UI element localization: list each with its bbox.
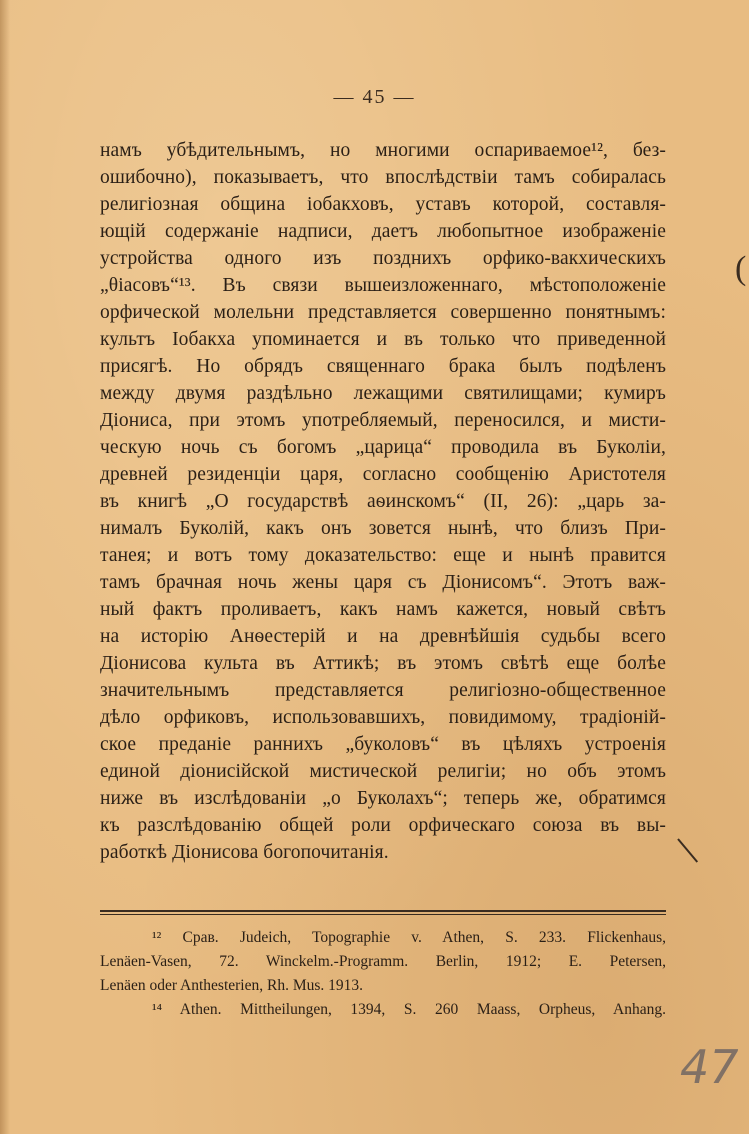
text-line: устройства одного изъ позднихъ орфико-вакхическихъ <box>100 248 666 269</box>
text-line: ошибочно), показываетъ, что впослѣдствіи тамъ собиралась <box>100 167 666 188</box>
text-line: между двумя раздѣльно лежащими святилищами; кумиръ <box>100 383 666 404</box>
text-line: тамъ брачная ночь жены царя съ Діонисомъ“. Этотъ важ- <box>100 572 666 593</box>
text-line: культъ Іобакха упоминается и въ только что приведенной <box>100 329 666 350</box>
text-line: религіозная община іобакховъ, уставъ которой, составля- <box>100 194 666 215</box>
text-line: присягѣ. Но обрядъ священнаго брака былъ подѣленъ <box>100 356 666 377</box>
footnote-line: ¹² Срав. Judeich, Topographie v. Athen, S. 233. Flickenhaus, <box>152 929 666 946</box>
text-line: Діонисова культа въ Аттикѣ; въ этомъ свѣтѣ еще болѣе <box>100 653 666 674</box>
text-line: ный фактъ проливаетъ, какъ намъ кажется, новый свѣтъ <box>100 599 666 620</box>
handwritten-page-number: 47 <box>680 1040 739 1094</box>
text-line: древней резиденціи царя, согласно сообщенію Аристотеля <box>100 464 666 485</box>
footnote-line: Lenäen-Vasen, 72. Winckelm.-Programm. Berlin, 1912; E. Petersen, <box>100 953 666 970</box>
body-text <box>100 137 666 866</box>
margin-stroke-mark <box>677 838 698 862</box>
text-line: на исторію Анѳестерій и на древнѣйшія судьбы всего <box>100 626 666 647</box>
text-line: нималъ Буколій, какъ онъ зовется нынѣ, что близъ При- <box>100 518 666 539</box>
text-line: ниже въ изслѣдованіи „о Буколахъ“; теперь же, обратимся <box>100 788 666 809</box>
text-line: „θіасовъ“¹³. Въ связи вышеизложеннаго, мѣстоположеніе <box>100 275 666 296</box>
text-line: въ книгѣ „О государствѣ аѳинскомъ“ (II, 26): „царь за- <box>100 491 666 512</box>
footnote-line: Lenäen oder Anthesterien, Rh. Mus. 1913. <box>100 977 364 994</box>
text-line: ческую ночь съ богомъ „царица“ проводила въ Буколіи, <box>100 437 666 458</box>
text-line: къ разслѣдованію общей роли орфическаго союза въ вы- <box>100 815 666 836</box>
page-number: — 45 — <box>333 86 416 108</box>
text-line: намъ убѣдительнымъ, но многими оспариваемое¹², без- <box>100 140 666 161</box>
text-line: орфической молельни представляется совершенно понятнымъ: <box>100 302 666 323</box>
text-line: единой діонисійской мистической религіи; но объ этомъ <box>100 761 666 782</box>
page-edge-shadow <box>0 0 10 1134</box>
text-line: ющій содержаніе надписи, даетъ любопытное изображеніе <box>100 221 666 242</box>
text-line: значительнымъ представляется религіозно-общественное <box>100 680 666 701</box>
text-line: работкѣ Діонисова богопочитанія. <box>100 842 389 863</box>
text-line: Діониса, при этомъ употребляемый, переносился, и мисти- <box>100 410 666 431</box>
footnotes <box>100 926 666 1022</box>
footnote-separator <box>100 910 666 915</box>
text-line: ское преданіе раннихъ „буколовъ“ въ цѣляхъ устроенія <box>100 734 666 755</box>
margin-paren-mark: ( <box>735 250 747 287</box>
text-line: дѣло орфиковъ, использовавшихъ, повидимому, традіоній- <box>100 707 666 728</box>
text-line: танея; и вотъ тому доказательство: еще и нынѣ правится <box>100 545 666 566</box>
footnote-line: ¹⁴ Athen. Mittheilungen, 1394, S. 260 Maass, Orpheus, Anhang. <box>152 1001 666 1018</box>
